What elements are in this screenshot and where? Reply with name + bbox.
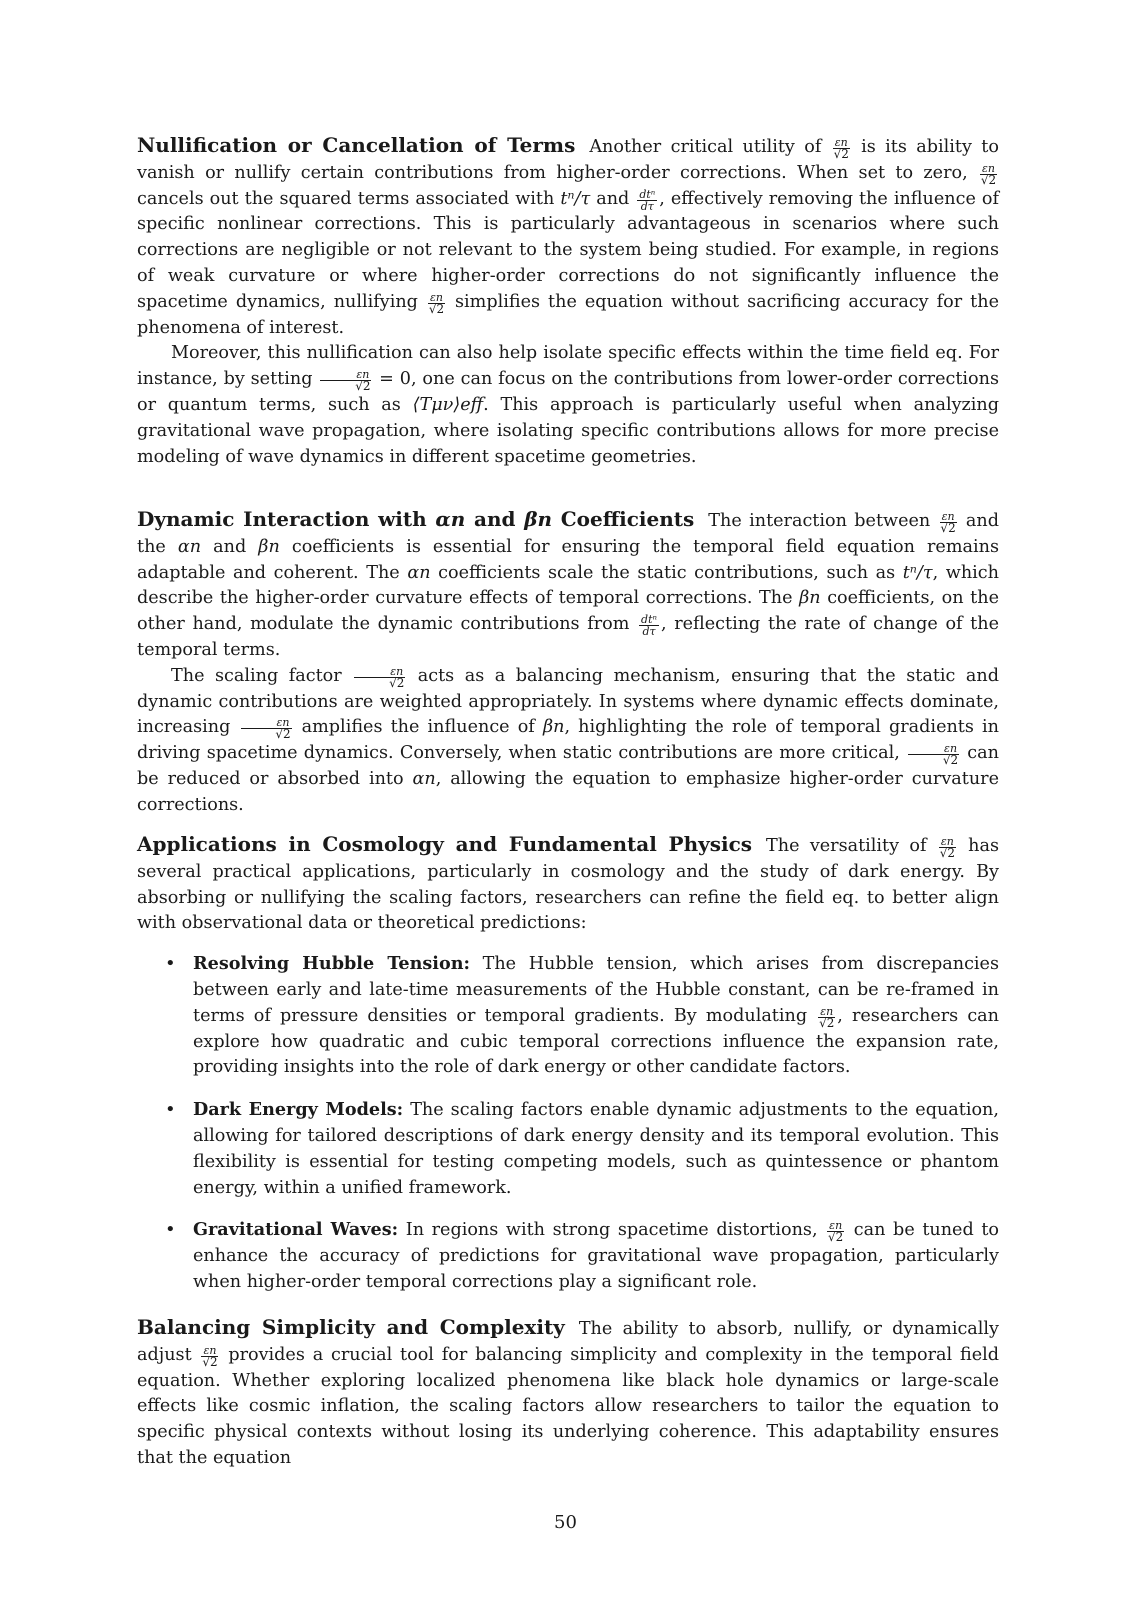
section-balancing [137, 1315, 999, 1472]
page-number: 50 [554, 1512, 577, 1533]
section-dynamic-interaction [137, 507, 999, 819]
paragraph: Nullification or Cancellation of Terms Another critical utility of $\frac{\varepsilon n}{√2}$ is its ability to vanish or nullify certain contributions from higher-order corrections. When set to zero, $\frac{\varepsilon n}{√2}$ cancels out the squared terms associated with tⁿ/τ and $\frac{\text{dtⁿ}}{d\tau}$ , effectively removing the influence of specific nonlinear corrections. This is particularly advantageous in scenarios where such corrections are negligible or not relevant to the system being studied. For example, in regions of weak curvature or where higher-order corrections do not significantly influence the spacetime dynamics, nullifying $\frac{\varepsilon n}{√2}$ simplifies the equation without sacrificing accuracy for the phenomena of interest. [137, 133, 999, 338]
paragraph: Moreover, this nullification can also help isolate specific effects within the time field eq. For instance, by setting $\frac{\varepsilon n}{√2}$ = 0, one can focus on the contributions from lower-order corrections or quantum terms, such as ⟨Tμν⟩eff. This approach is particularly useful when analyzing gravitational wave propagation, where isolating specific contributions allows for more precise modeling of wave dynamics in different spacetime geometries. [137, 343, 1000, 467]
eps-fraction: $\frac{\varepsilon n}{√2}$ [828, 1219, 844, 1245]
eps-fraction: $\frac{\varepsilon n}{√2}$ [939, 835, 955, 861]
eps-fraction: $\frac{\varepsilon n}{√2}$ [819, 1004, 835, 1030]
eps-fraction: $\frac{\varepsilon n}{√2}$ [940, 510, 956, 536]
paragraph: Applications in Cosmology and Fundamental Physics The versatility of $\frac{\varepsilon n}{√2}$ has several practical applications, particularly in cosmology and the study of dark energy. By absorbing or nullifying the scaling factors, researchers can refine the field eq. to better align with observational data or theoretical predictions: [137, 832, 999, 934]
section-applications [137, 832, 999, 1296]
paragraph: Balancing Simplicity and Complexity The ability to absorb, nullify, or dynamically adjust $\frac{\varepsilon n}{√2}$ provides a crucial tool for balancing simplicity and complexity in the temporal field equation. Whether exploring localized phenomena like black hole dynamics or large-scale effects like cosmic inflation, the scaling factors allow researchers to tailor the equation to specific physical contexts without losing its underlying coherence. This adaptability ensures that the equation [137, 1315, 1000, 1468]
section-heading: Dynamic Interaction with αn and βn Coefficients [137, 507, 695, 531]
list-item: • Resolving Hubble Tension: The Hubble tension, which arises from discrepancies between early and late-time measurements of the Hubble constant, can be re-framed in terms of pressure densities or temporal gradients. By modulating $\frac{\varepsilon n}{√2}$ , researchers can explore how quadratic and cubic temporal corrections influence the expansion rate, providing insights into the role of dark energy or other candidate factors. [137, 951, 999, 1081]
derivative-fraction: $\frac{\text{dtⁿ}}{d\tau}$ [641, 613, 657, 639]
eps-fraction: $\frac{\varepsilon n}{√2}$ [241, 717, 292, 740]
eps-fraction: $\frac{\varepsilon n}{√2}$ [202, 1343, 218, 1369]
eps-fraction: $\frac{\varepsilon n}{√2}$ [980, 161, 997, 187]
eps-fraction: $\frac{\varepsilon n}{√2}$ [833, 136, 849, 162]
list-item: • Dark Energy Models: The scaling factors enable dynamic adjustments to the equation, allowing for tailored descriptions of dark energy density and its temporal evolution. This flexibility is essential for testing competing models, such as quintessence or phantom energy, within a unified framework. [137, 1097, 999, 1201]
derivative-fraction: $\frac{\text{dtⁿ}}{d\tau}$ [639, 187, 656, 213]
eps-fraction: $\frac{\varepsilon n}{√2}$ [428, 290, 445, 316]
bullet-list [137, 951, 999, 1296]
paragraph: Dynamic Interaction with αn and βn Coefficients The interaction between $\frac{\varepsilon n}{√2}$ and the αn and βn coefficients is essential for ensuring the temporal field equation remains adaptable and coherent. The αn coefficients scale the static contributions, such as tⁿ/τ, which describe the higher-order curvature effects of temporal corrections. The βn coefficients, on the other hand, modulate the dynamic contributions from $\frac{\text{dtⁿ}}{d\tau}$ , reflecting the rate of change of the temporal terms. [137, 507, 1000, 660]
eps-fraction: $\frac{\varepsilon n}{√2}$ [354, 666, 405, 689]
section-nullification [137, 133, 999, 470]
list-item: • Gravitational Waves: In regions with strong spacetime distortions, $\frac{\varepsilon n}{√2}$ can be tuned to enhance the accuracy of predictions for gravitational wave propagation, particularly when higher-order temporal corrections play a significant role. [137, 1217, 999, 1295]
eps-fraction: $\frac{\varepsilon n}{√2}$ [908, 743, 959, 766]
paragraph: The scaling factor $\frac{\varepsilon n}{√2}$ acts as a balancing mechanism, ensuring that the static and dynamic contributions are weighted appropriately. In systems where dynamic effects dominate, increasing $\frac{\varepsilon n}{√2}$ amplifies the influence of βn, highlighting the role of temporal gradients in driving spacetime dynamics. Conversely, when static contributions are more critical, $\frac{\varepsilon n}{√2}$ can be reduced or absorbed into αn, allowing the equation to emphasize higher-order curvature corrections. [137, 664, 999, 815]
section-heading: Applications in Cosmology and Fundamental Physics [137, 832, 753, 856]
section-heading: Nullification or Cancellation of Terms [137, 133, 576, 157]
eps-fraction: $\frac{\varepsilon n}{√2}$ [320, 369, 371, 392]
section-heading: Balancing Simplicity and Complexity [137, 1315, 565, 1339]
